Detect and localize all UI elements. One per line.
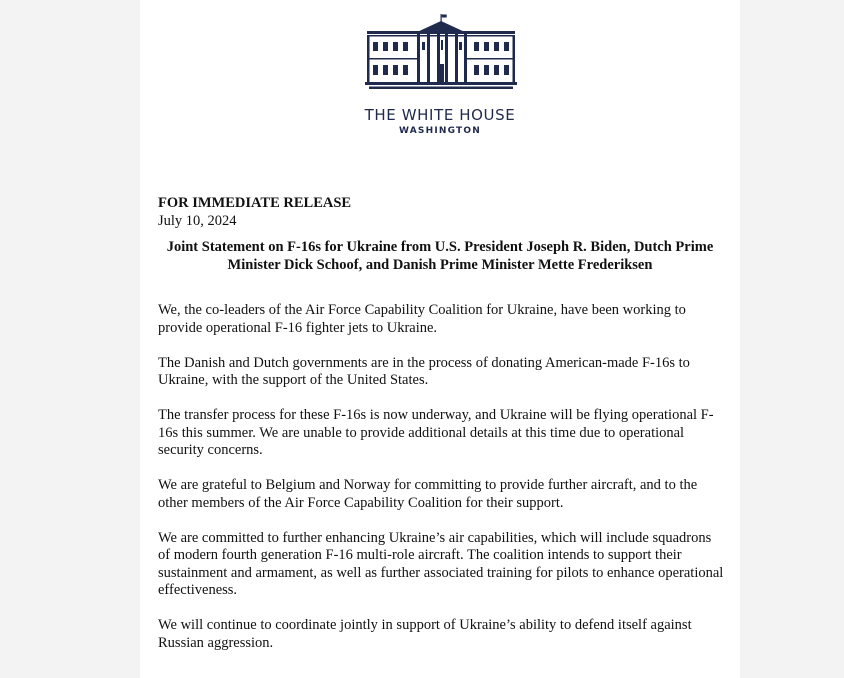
paragraph: We will continue to coordinate jointly in support of Ukraine’s ability to defend itself against Russian aggression. [158, 617, 692, 651]
document-page [140, 0, 740, 678]
statement-headline: Joint Statement on F-16s for Ukraine from U.S. President Joseph R. Biden, Dutch Prime Minister Dick Schoof, and Danish Prime Minister Mette Frederiksen [166, 239, 714, 273]
org-name: THE WHITE HOUSE [364, 106, 516, 124]
paragraph: We are grateful to Belgium and Norway for committing to provide further aircraft, and to the other members of the Air Force Capability Coalition for their support. [158, 477, 698, 511]
paragraph: We are committed to further enhancing Ukraine’s air capabilities, which will include squadrons of modern fourth generation F-16 multi-role aircraft. The coalition intends to support their sustainment and armament, as well as further associated training for pilots to enhance operational effectiveness. [158, 529, 724, 598]
paragraph: We, the co-leaders of the Air Force Capability Coalition for Ukraine, have been working to provide operational F-16 fighter jets to Ukraine. [158, 302, 686, 336]
statement-body [158, 302, 724, 670]
org-city: WASHINGTON [399, 126, 481, 136]
white-house-building-icon [365, 14, 517, 90]
paragraph: The transfer process for these F-16s is now underway, and Ukraine will be flying operational F-16s this summer. We are unable to provide additional details at this time due to operational security concerns. [158, 407, 714, 458]
release-date: July 10, 2024 [158, 213, 237, 229]
release-label: FOR IMMEDIATE RELEASE [158, 195, 352, 211]
paragraph: The Danish and Dutch governments are in the process of donating American-made F-16s to Ukraine, with the support of the United States. [158, 354, 690, 388]
